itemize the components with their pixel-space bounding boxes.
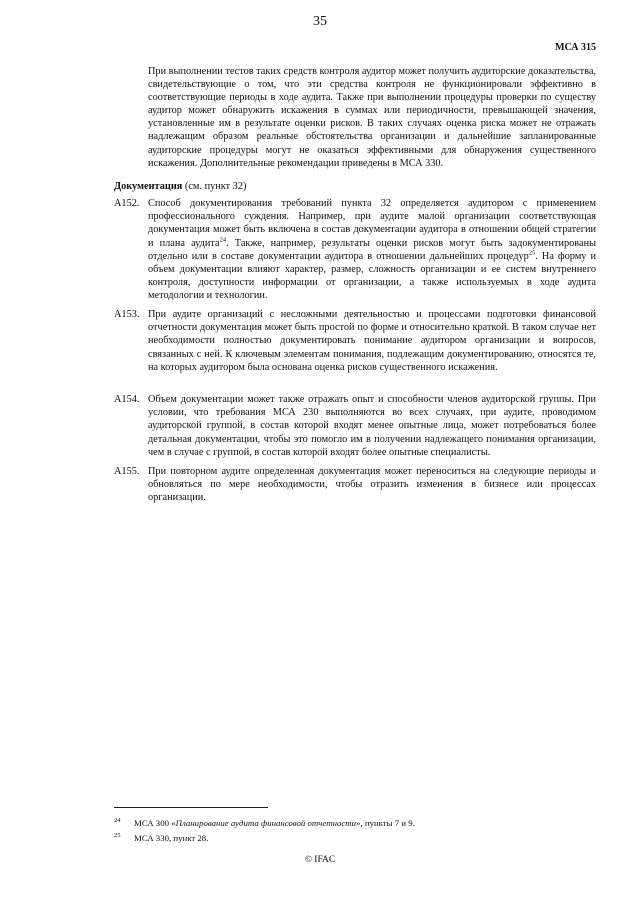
paragraph-body: Объем документации может также отражать опыт и способности членов аудиторской группы. При условии, что требования МСА 230 выполняются во всех случаях, при аудите, проводимом аудиторской группой, в состав которой входят менее опытные лица, может потребоваться более детальная документации, чтобы это помогло им в получении надлежащего понимания организации, чем в случае с группой, в состав которой входят более опытные специалисты. (148, 394, 596, 458)
paragraph-body: При аудите организаций с несложными деятельностью и процессами подготовки финансовой отчетности документация может быть простой по форме и относительно краткой. В таком случае нет необходимости полностью документировать понимание аудитором организации и вопросов, связанных с ней. К ключевым элементам понимания, подлежащим документированию, относятся те, на которых аудитором была основана оценка рисков существенного искажения. (148, 309, 596, 373)
footnote-25 (114, 833, 208, 844)
footnote-text-part: МСА 300 « (134, 818, 176, 828)
paragraph-body: При повторном аудите определенная документация может переноситься на следующие периоды и обновляться по мере необходимости, чтобы отразить изменения в бизнесе или процессах организации. (148, 466, 596, 504)
section-reference: (см. пункт 32) (182, 181, 247, 192)
copyright-footer: © IFAC (304, 855, 336, 865)
paragraph-a154 (114, 393, 596, 459)
paragraph-a153 (114, 308, 596, 374)
footnote-divider (114, 807, 268, 808)
paragraph-number: A155. (114, 466, 140, 477)
footnote-text-part: МСА 330, пункт 28. (134, 833, 209, 843)
footnote-text (134, 818, 415, 829)
paragraph-text-part: . Также, например, результаты оценки рисков могут быть задокументированы отдельно или в составе документации аудитора в отношении дальнейших процедур (148, 237, 597, 262)
section-heading (114, 180, 246, 193)
footnote-ref-24[interactable]: 24 (219, 236, 227, 244)
paragraph-body (148, 197, 596, 303)
footnote-number: 25 (114, 832, 121, 839)
footnote-24 (114, 818, 415, 829)
paragraph-text-part: . На форму и объем документации влияют характер, размер, сложность организации и ее систем внутреннего контроля, доступности информации от организации, а также используемых в ходе аудита методологии и технологии. (148, 250, 597, 302)
footnote-text (134, 833, 208, 844)
paragraph-a155 (114, 465, 596, 505)
footnote-ref-25[interactable]: 25 (528, 249, 536, 257)
footnote-number: 24 (114, 817, 121, 824)
paragraph-text-part: Способ документирования требований пункта 32 определяется аудитором с применением профессионального суждения. Например, при аудите малой организации соответствующая документация может быть включена в состав документации аудитора в отношении общей стратегии и плана аудита (148, 198, 596, 249)
page-number: 35 (313, 14, 327, 29)
paragraph-number: A154. (114, 394, 140, 405)
paragraph-number: A152. (114, 198, 140, 209)
section-title: Документация (114, 181, 183, 192)
intro-paragraph: При выполнении тестов таких средств контроля аудитор может получить аудиторские доказательства, свидетельствующие о том, что эти средства контроля не функционировали эффективно в соответствующие периоды в ходе аудита. Также при выполнении процедуры проверки по существу аудитор может обнаружить искажения в суммах или периодичности, превышающей значения, установленные им в результате оценки рисков. В таких случаях оценка риска может не отражать надлежащим образом реальные обстоятельства организации и дальнейшие запланированные аудиторские процедуры могут не оказаться эффективными для обнаружения существенного искажения. Дополнительные рекомендации приведены в МСА 330. (148, 66, 596, 169)
document-code: МСА 315 (555, 42, 596, 53)
paragraph-a152 (114, 197, 596, 303)
footnote-italic-title: Планирование аудита финансовой отчетности (175, 818, 357, 828)
paragraph-number: A153. (114, 309, 140, 320)
footnote-text-part: », пункты 7 и 9. (356, 818, 415, 828)
